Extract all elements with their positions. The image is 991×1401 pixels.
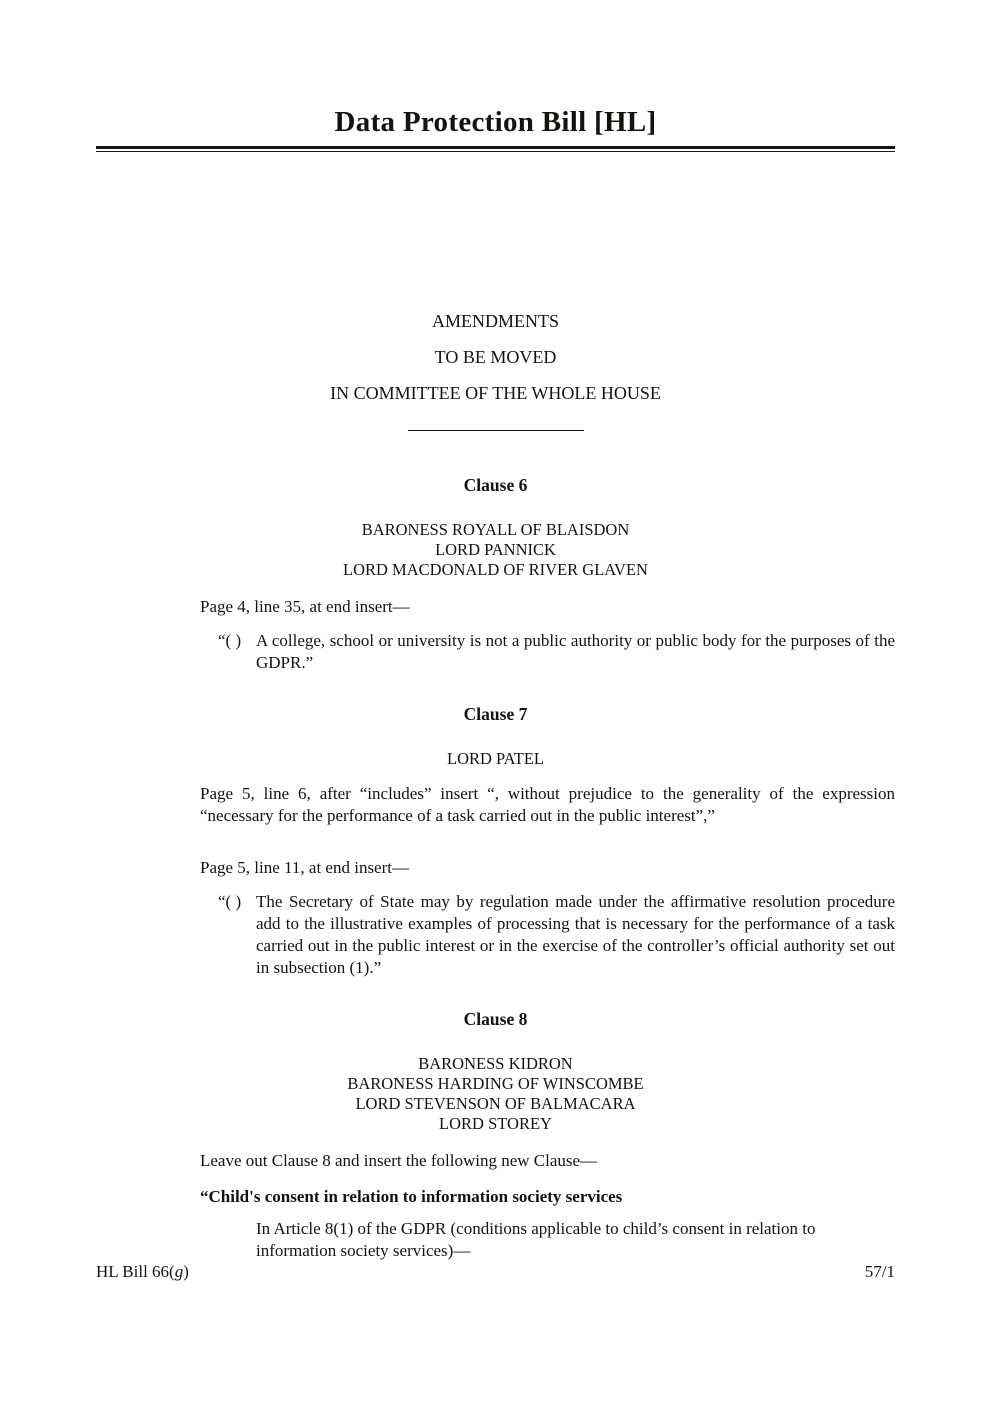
amendment-text: A college, school or university is not a public authority or public body for the purposes of the GDPR.”	[256, 631, 895, 672]
clause-8-heading: Clause 8	[463, 1009, 528, 1029]
clause-7-sponsors	[96, 749, 895, 769]
clause-7-amendment-1: Page 5, line 6, after “includes” insert “, without prejudice to the generality of the expression “necessary for the performance of a task carried out in the public interest”,”	[200, 784, 895, 825]
clause-7-instruction-2: Page 5, line 11, at end insert—	[200, 858, 409, 877]
amendment-marker: “( )	[218, 631, 242, 650]
page-footer	[96, 1262, 895, 1282]
sponsor-name: BARONESS KIDRON	[418, 1054, 573, 1073]
preamble-line-to-be-moved: TO BE MOVED	[434, 347, 557, 367]
new-clause-body: In Article 8(1) of the GDPR (conditions applicable to child’s consent in relation to information society services)—	[256, 1219, 816, 1260]
sponsor-name: LORD MACDONALD OF RIVER GLAVEN	[343, 560, 648, 579]
amendment-marker: “( )	[218, 892, 242, 911]
clause-7-amendment-2	[218, 891, 895, 979]
clause-6-sponsors	[96, 520, 895, 580]
sponsor-name: LORD STEVENSON OF BALMACARA	[355, 1094, 636, 1113]
amendment-text: The Secretary of State may by regulation made under the affirmative resolution procedure add to the illustrative examples of processing that is necessary for the performance of a task carried out in the public interest or in the exercise of the controller’s official authority set out in subsection (1).”	[256, 892, 895, 977]
section-divider-rule	[408, 430, 584, 431]
new-clause-title: “Child's consent in relation to information society services	[200, 1187, 623, 1206]
clause-6-heading: Clause 6	[463, 475, 528, 495]
footer-bill-prefix: HL Bill 66(	[96, 1262, 175, 1281]
sponsor-name: LORD PATEL	[446, 749, 545, 768]
preamble-line-amendments: AMENDMENTS	[431, 311, 559, 331]
clause-8-sponsors	[96, 1054, 895, 1134]
footer-bill-number	[96, 1262, 189, 1282]
clause-8-instruction: Leave out Clause 8 and insert the following new Clause—	[200, 1151, 598, 1170]
preamble-line-committee: IN COMMITTEE OF THE WHOLE HOUSE	[330, 383, 661, 403]
preamble-block	[96, 310, 895, 404]
footer-bill-letter: g	[174, 1262, 184, 1281]
sponsor-name: LORD STOREY	[439, 1114, 552, 1133]
sponsor-name: BARONESS HARDING OF WINSCOMBE	[347, 1074, 644, 1093]
sponsor-name: LORD PANNICK	[435, 540, 556, 559]
title-double-rule	[96, 146, 895, 152]
document-title: Data Protection Bill [HL]	[334, 106, 657, 138]
clause-7-heading: Clause 7	[463, 704, 528, 724]
clause-6-instruction: Page 4, line 35, at end insert—	[200, 597, 410, 616]
sponsor-name: BARONESS ROYALL OF BLAISDON	[361, 520, 630, 539]
clause-6-amendment	[218, 630, 895, 674]
footer-bill-suffix: )	[183, 1262, 189, 1281]
footer-page-ref: 57/1	[864, 1262, 895, 1281]
